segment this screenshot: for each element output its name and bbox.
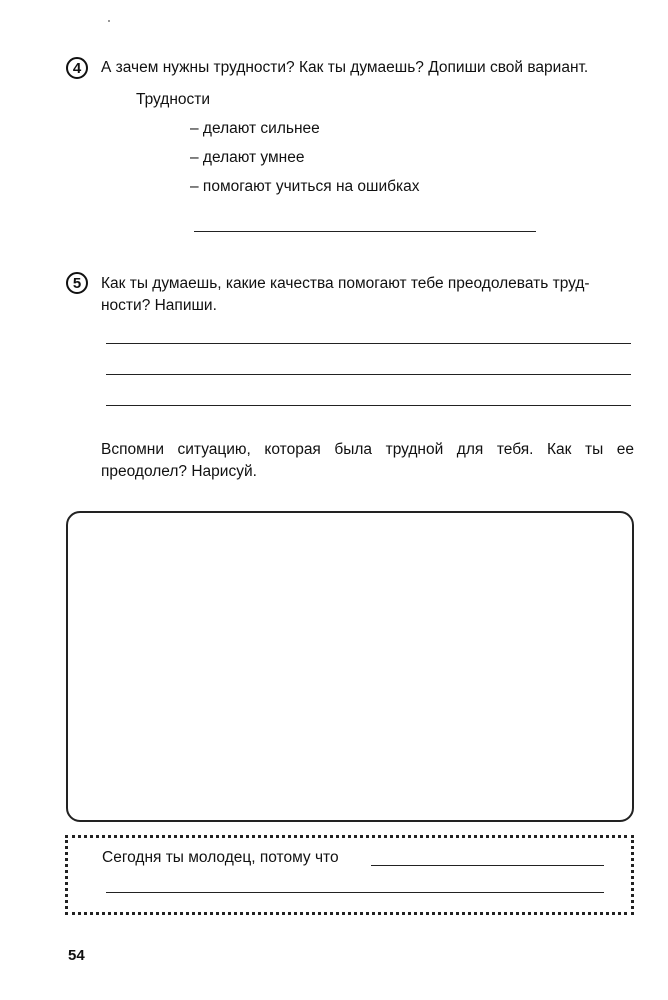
task-4-item-3: – помогают учиться на ошибках [190,178,420,195]
task-5-number-icon [66,272,88,294]
scan-speck [108,20,110,22]
task-5-prompt-line-2: преодолел? Нарисуй. [101,463,257,480]
task-5-prompt-line-1: Вспомни ситуацию, которая была трудной для тебя. Как ты ее [101,441,634,458]
task-5-number: 5 [72,274,82,292]
task-5-question-line-1: Как ты думаешь, какие качества помогают тебе преодолевать труд- [101,275,590,292]
drawing-area[interactable] [66,511,634,822]
task-5-question-line-2: ности? Напиши. [101,297,217,314]
conclusion-text: Сегодня ты молодец, потому что [102,849,339,866]
task-5-answer-line-2[interactable] [106,374,631,375]
task-4-question: А зачем нужны трудности? Как ты думаешь? Допиши свой вариант. [101,59,589,76]
task-4-answer-line[interactable] [194,231,536,232]
task-4-number: 4 [72,59,82,77]
conclusion-answer-line-2[interactable] [106,892,604,893]
task-5-answer-line-3[interactable] [106,405,631,406]
task-4-number-icon [66,57,88,79]
task-4-heading: Трудности [136,91,211,108]
task-5-answer-line-1[interactable] [106,343,631,344]
conclusion-answer-line-1[interactable] [371,865,604,866]
page-number: 54 [68,947,85,964]
task-4-item-1: – делают сильнее [190,120,320,137]
task-4-item-2: – делают умнее [190,149,305,166]
